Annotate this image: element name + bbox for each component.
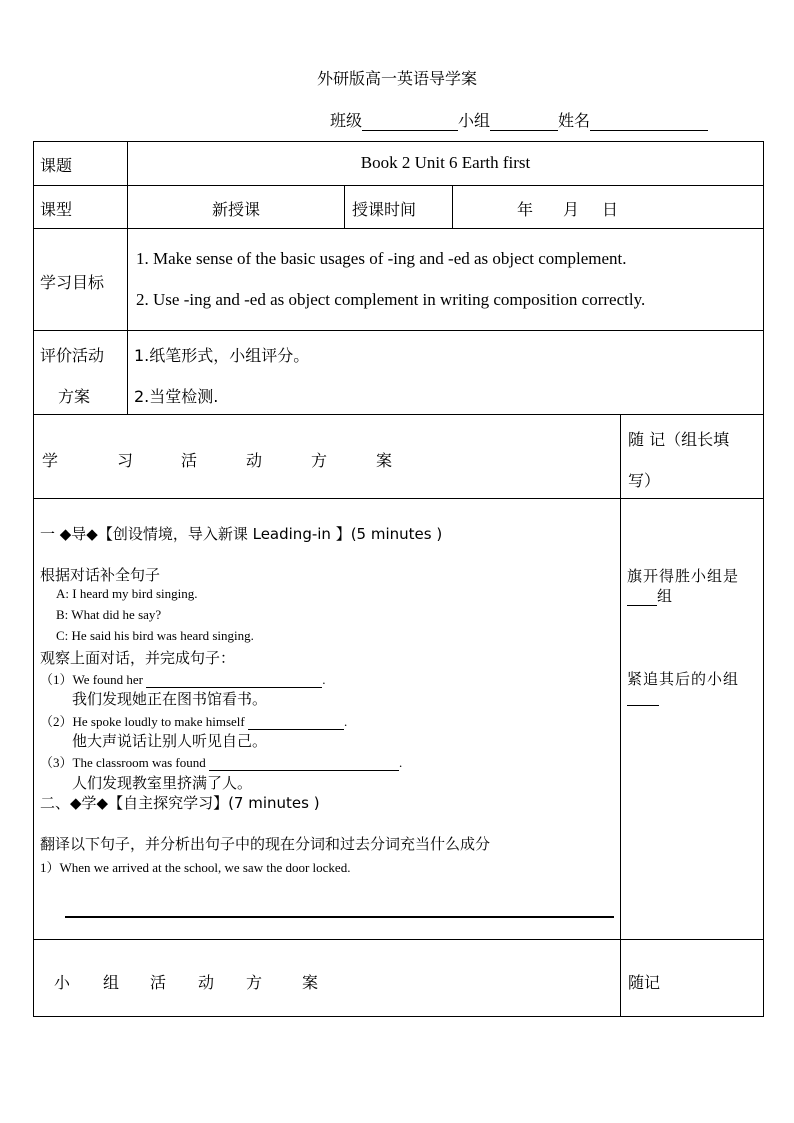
lesson-plan-table <box>33 141 764 1017</box>
row-divider <box>33 228 764 229</box>
student-info <box>330 108 708 131</box>
section1-title: 一 ◆导◆【创设情境，导入新课 Leading-in 】(5 minutes ) <box>40 525 443 543</box>
row-divider <box>33 498 764 499</box>
date-day: 日 <box>602 200 619 219</box>
row-divider <box>33 939 764 940</box>
answer-blank[interactable] <box>209 757 399 771</box>
group-plan-char: 组 <box>103 973 120 992</box>
table-border-right <box>763 141 764 1017</box>
group-plan-char: 案 <box>302 973 319 992</box>
answer-blank[interactable] <box>146 674 322 688</box>
side-note-winning-group-blank: 组 <box>627 585 672 606</box>
teaching-time-label: 授课时间 <box>352 200 417 219</box>
exercise-3: （3）The classroom was found . <box>40 755 403 770</box>
evaluation-label-line2: 方案 <box>58 387 91 406</box>
complete-prompt: 根据对话补全句子 <box>40 566 161 584</box>
plan-header-char: 活 <box>181 451 198 470</box>
class-label: 班级 <box>330 111 363 130</box>
translate-item-1: 1）When we arrived at the school, we saw the door locked. <box>40 860 351 875</box>
answer-line[interactable] <box>65 916 614 918</box>
dialogue-line-a: A: I heard my bird singing. <box>56 586 198 601</box>
column-divider <box>127 141 128 414</box>
topic-label: 课题 <box>40 156 73 175</box>
plan-header-char: 习 <box>117 451 134 470</box>
row-divider <box>33 414 764 415</box>
evaluation-label-line1: 评价活动 <box>40 346 105 365</box>
observe-prompt: 观察上面对话，并完成句子： <box>40 649 236 667</box>
lesson-type-label: 课型 <box>40 200 73 219</box>
learning-goals-label: 学习目标 <box>40 273 105 292</box>
group-blank[interactable] <box>627 591 657 606</box>
plan-header-char: 案 <box>376 451 393 470</box>
exercise-1-translation: 我们发现她正在图书馆看书。 <box>72 690 268 708</box>
side-note-runner-up: 紧追其后的小组 <box>627 670 740 688</box>
dialogue-line-c: C: He said his bird was heard singing. <box>56 628 254 643</box>
lesson-type-value: 新授课 <box>211 200 260 219</box>
table-border-top <box>33 141 764 142</box>
section2-title: 二、◆学◆【自主探究学习】(7 minutes ) <box>40 794 320 812</box>
notes-header-line2: 写） <box>628 471 661 490</box>
group-plan-char: 动 <box>198 973 215 992</box>
exercise-2: （2）He spoke loudly to make himself . <box>40 714 348 729</box>
row-divider <box>33 185 764 186</box>
table-border-bottom <box>33 1016 764 1017</box>
goal-item-2: 2. Use -ing and -ed as object complement in writing composition correctly. <box>136 290 646 309</box>
exercise-2-translation: 他大声说话让别人听见自己。 <box>72 732 268 750</box>
side-note-winning-group: 旗开得胜小组是 <box>627 567 740 585</box>
table-border-left <box>33 141 34 1017</box>
date-month: 月 <box>563 200 580 219</box>
column-divider <box>620 414 621 1017</box>
exercise-3-translation: 人们发现教室里挤满了人。 <box>72 774 253 792</box>
runner-up-blank[interactable] <box>627 705 659 706</box>
name-label: 姓名 <box>558 111 591 130</box>
class-blank[interactable] <box>362 114 458 131</box>
date-year: 年 <box>517 200 534 219</box>
footer-notes-label: 随记 <box>628 973 661 992</box>
notes-header-line1: 随 记（组长填 <box>628 430 730 449</box>
topic-value: Book 2 Unit 6 Earth first <box>360 153 531 172</box>
column-divider <box>344 185 345 229</box>
name-blank[interactable] <box>590 114 708 131</box>
column-divider <box>452 185 453 229</box>
answer-blank[interactable] <box>248 716 344 730</box>
translate-prompt: 翻译以下句子，并分析出句子中的现在分词和过去分词充当什么成分 <box>40 835 491 853</box>
exercise-1: （1）We found her . <box>40 672 326 687</box>
evaluation-item-1: 1.纸笔形式，小组评分。 <box>134 346 310 365</box>
plan-header-char: 学 <box>42 451 59 470</box>
group-plan-char: 活 <box>150 973 167 992</box>
page-title: 外研版高一英语导学案 <box>316 69 477 88</box>
group-blank[interactable] <box>490 114 558 131</box>
group-label: 小组 <box>458 111 491 130</box>
plan-header-char: 方 <box>311 451 328 470</box>
row-divider <box>33 330 764 331</box>
group-plan-char: 小 <box>54 973 71 992</box>
group-plan-char: 方 <box>246 973 263 992</box>
dialogue-line-b: B: What did he say? <box>56 607 162 622</box>
plan-header-char: 动 <box>246 451 263 470</box>
goal-item-1: 1. Make sense of the basic usages of -ing and -ed as object complement. <box>136 249 627 268</box>
evaluation-item-2: 2.当堂检测. <box>134 387 219 406</box>
